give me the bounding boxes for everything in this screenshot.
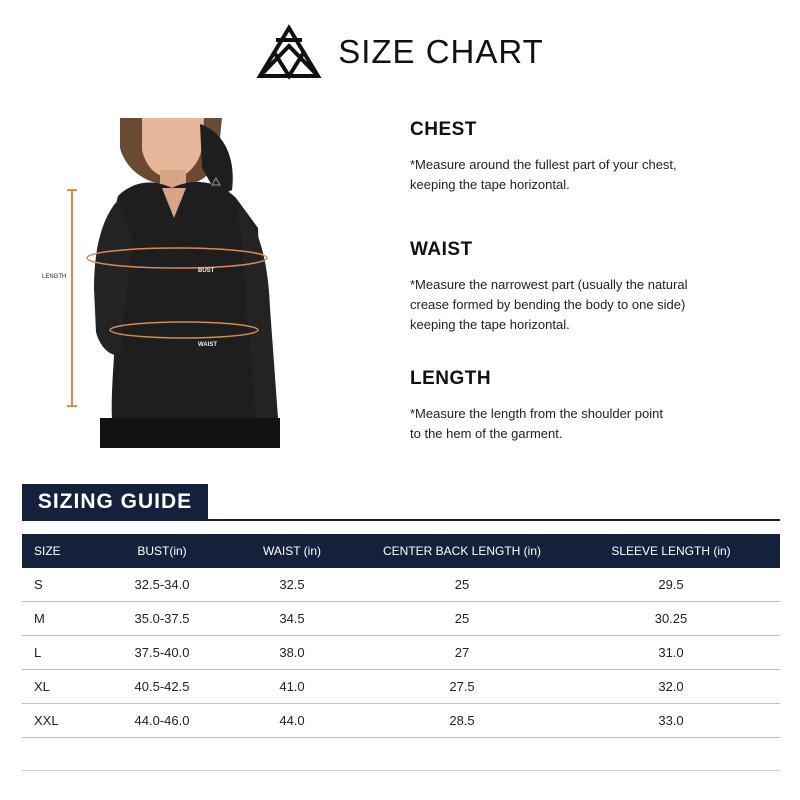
cell-center-back-length: 27: [454, 645, 470, 660]
table-row: [22, 568, 780, 602]
length-title: LENGTH: [410, 368, 492, 389]
cell-size: M: [34, 611, 45, 626]
cell-waist: 38.0: [279, 645, 305, 660]
cell-bust: 37.5-40.0: [134, 645, 190, 660]
cell-center-back-length: 25: [454, 577, 470, 592]
bottom-rule: [22, 770, 780, 771]
header-size: SIZE: [34, 544, 61, 558]
chest-section: [410, 119, 780, 195]
cell-size: XL: [34, 679, 50, 694]
cell-sleeve-length: 33.0: [658, 713, 684, 728]
header-center-back-length: CENTER BACK LENGTH (in): [382, 544, 542, 558]
header-bust: BUST(in): [137, 544, 187, 558]
cell-waist: 34.5: [279, 611, 305, 626]
header: [0, 22, 800, 82]
cell-bust: 32.5-34.0: [134, 577, 190, 592]
table-row: [22, 704, 780, 738]
cell-center-back-length: 27.5: [449, 679, 475, 694]
page-title: SIZE CHART: [338, 33, 544, 70]
chest-description: *Measure around the fullest part of your chest, keeping the tape horizontal.: [410, 157, 677, 192]
length-description: *Measure the length from the shoulder point to the hem of the garment.: [410, 406, 663, 441]
bust-label: BUST: [198, 268, 215, 274]
cell-sleeve-length: 32.0: [658, 679, 684, 694]
cell-sleeve-length: 31.0: [658, 645, 684, 660]
header-waist: WAIST (in): [262, 544, 321, 558]
header-sleeve-length: SLEEVE LENGTH (in): [611, 544, 731, 558]
sizing-guide-banner: SIZING GUIDE: [22, 484, 208, 520]
pants: [100, 418, 280, 448]
waist-title: WAIST: [410, 239, 473, 260]
table-header-row: [22, 534, 780, 568]
cell-center-back-length: 28.5: [449, 713, 475, 728]
table-row: [22, 602, 780, 636]
cell-sleeve-length: 30.25: [654, 611, 688, 626]
waist-label: WAIST: [198, 342, 217, 348]
chest-title: CHEST: [410, 119, 477, 140]
length-section: [410, 368, 780, 444]
cell-center-back-length: 25: [454, 611, 470, 626]
sizing-guide-rule: [22, 519, 780, 521]
cell-waist: 41.0: [279, 679, 305, 694]
table-row: [22, 670, 780, 704]
cell-bust: 40.5-42.5: [134, 679, 190, 694]
waist-description: *Measure the narrowest part (usually the natural crease formed by bending the body to one side) keeping the tape horizontal.: [410, 277, 688, 332]
cell-sleeve-length: 29.5: [658, 577, 684, 592]
model-figure: [22, 118, 322, 448]
cell-waist: 32.5: [279, 577, 305, 592]
cell-size: L: [34, 645, 42, 660]
sizing-table: [22, 534, 780, 738]
cell-bust: 35.0-37.5: [134, 611, 190, 626]
length-label: LENGTH: [42, 274, 67, 280]
cell-size: S: [34, 577, 43, 592]
table-row: [22, 636, 780, 670]
cell-waist: 44.0: [279, 713, 305, 728]
cell-size: XXL: [34, 713, 59, 728]
cell-bust: 44.0-46.0: [134, 713, 190, 728]
triangle-logo-icon: [256, 24, 322, 80]
waist-section: [410, 239, 780, 335]
